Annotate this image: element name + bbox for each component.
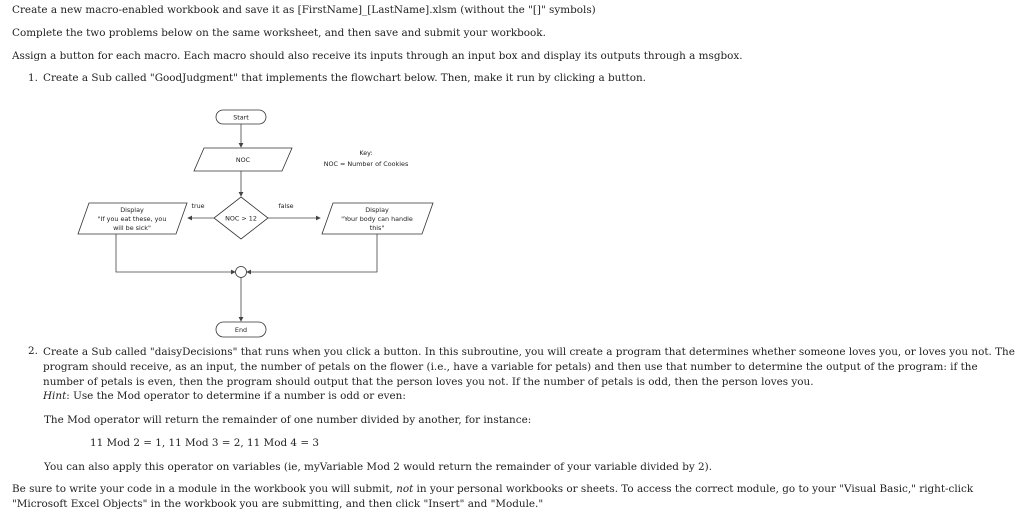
footer-instructions <box>12 482 1018 512</box>
problem-1-text: Create a Sub called "GoodJudgment" that implements the flowchart below. Then, make it run by clicking a button. <box>43 72 646 84</box>
connector-right-merge <box>247 234 377 272</box>
display-right-title: Display <box>365 206 389 214</box>
problem-2-number: 2. <box>28 345 38 357</box>
end-label: End <box>234 326 248 334</box>
hint-label: Hint <box>43 390 67 402</box>
problem-1-number: 1. <box>28 72 38 84</box>
display-right-line-1: "Your body can handle <box>341 215 413 223</box>
decision-label: NOC > 12 <box>225 214 257 223</box>
display-left-line-2: will be sick" <box>113 224 151 232</box>
merge-connector <box>236 267 247 278</box>
footer-part-1: Be sure to write your code in a module in the workbook you will submit, <box>12 483 397 495</box>
connector-left-merge <box>116 234 235 272</box>
instruction-line-1: Create a new macro-enabled workbook and save it as [FirstName]_[LastName].xlsm (without the "[]" symbols) <box>12 4 596 16</box>
true-label: true <box>191 202 205 210</box>
start-label: Start <box>233 113 249 122</box>
instruction-line-2: Complete the two problems below on the same worksheet, and then save and submit your workbook. <box>12 27 546 39</box>
mod-description: The Mod operator will return the remainder of one number divided by another, for instance: <box>44 414 532 426</box>
input-label: NOC <box>235 156 251 164</box>
footer-part-2: in your personal workbooks or sheets. To access the correct module, go to your "Visual Basic," right-click "Microsoft Excel Objects" in the workbook you are submitting, and then click "Insert" and "Module." <box>12 483 974 510</box>
hint-line <box>43 390 406 402</box>
flowchart <box>44 91 436 343</box>
problem-2-text: Create a Sub called "daisyDecisions" that runs when you click a button. In this subroutine, you will create a program that determines whether someone loves you, or loves you not. The program should receive, as an input, the number of petals on the flower (i.e., have a variable for petals) and then use that number to determine the output of the program: if the number of petals is even, then the program should output that the person loves you not. If the number of petals is odd, then the person loves you. <box>43 346 1015 388</box>
instruction-line-3: Assign a button for each macro. Each macro should also receive its inputs through an input box and display its outputs through a msgbox. <box>12 50 743 62</box>
display-right-line-2: this" <box>369 224 385 232</box>
key-title: Key: <box>359 149 373 157</box>
mod-example: 11 Mod 2 = 1, 11 Mod 3 = 2, 11 Mod 4 = 3 <box>90 437 319 449</box>
variables-note: You can also apply this operator on variables (ie, myVariable Mod 2 would return the remainder of your variable divided by 2). <box>44 461 713 473</box>
key-text: NOC = Number of Cookies <box>323 160 409 168</box>
display-left-title: Display <box>120 206 144 214</box>
false-label: false <box>278 202 294 210</box>
display-left-line-1: "If you eat these, you <box>97 215 167 223</box>
footer-not: not <box>396 483 414 495</box>
hint-text: : Use the Mod operator to determine if a number is odd or even: <box>66 390 406 402</box>
